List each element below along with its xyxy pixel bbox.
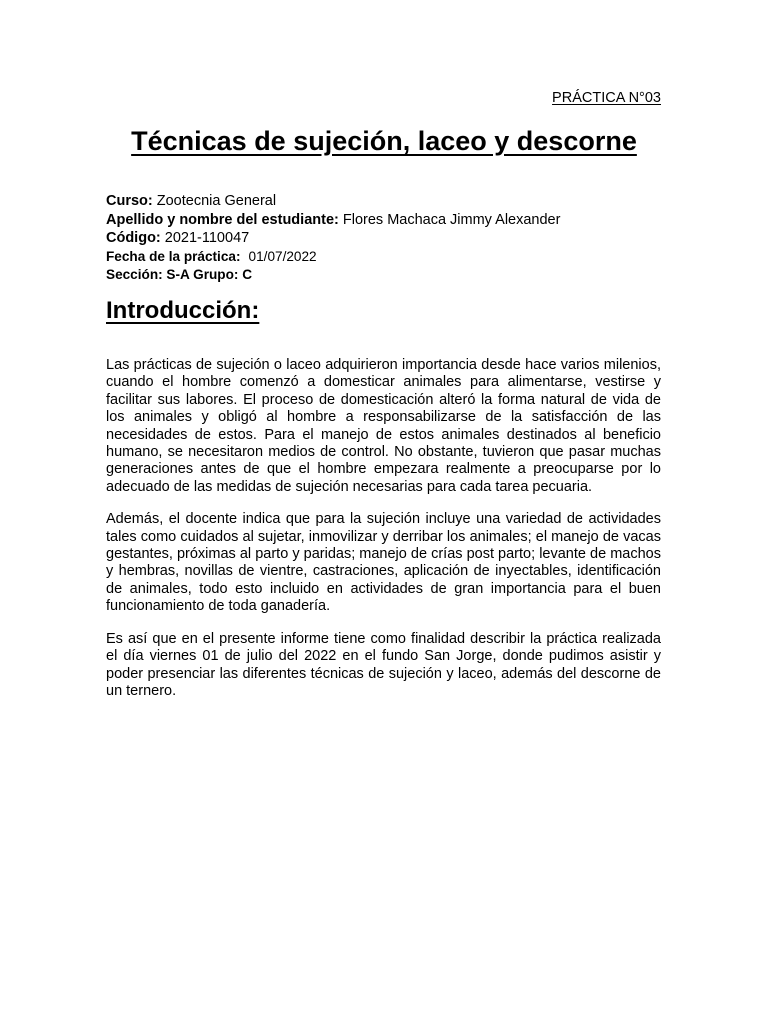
- student-row: [106, 211, 560, 230]
- intro-paragraph-1: Las prácticas de sujeción o laceo adquirieron importancia desde hace varios milenios, cuando el hombre comenzó a domesticar animales para alimentarse, vestirse y facilitar sus labores. El proceso de domesticación alteró la forma natural de vida de los animales y obligó al hombre a responsabilizarse de la satisfacción de las necesidades de estos. Para el manejo de estos animales destinados al beneficio humano, se necesitaron medios de control. No obstante, tuvieron que pasar muchas generaciones antes de que el hombre empezara realmente a preocuparse por lo adecuado de las medidas de sujeción necesarias para cada tarea pecuaria.: [106, 357, 661, 495]
- section-row: [106, 266, 560, 285]
- practice-number: PRÁCTICA N°03: [552, 90, 661, 106]
- introduction-heading: Introducción:: [106, 297, 260, 324]
- code-row: [106, 229, 560, 248]
- date-row: [106, 248, 560, 267]
- student-info-block: [106, 192, 560, 285]
- intro-paragraph-3: Es así que en el presente informe tiene como finalidad describir la práctica realizada el día viernes 01 de julio del 2022 en el fundo San Jorge, donde pudimos asistir y poder presenciar las diferentes técnicas de sujeción y laceo, además del descorne de un ternero.: [106, 630, 661, 699]
- course-row: [106, 192, 560, 211]
- code-value: 2021-110047: [164, 230, 250, 246]
- date-label: Fecha de la práctica:: [106, 248, 241, 264]
- intro-paragraph-2: Además, el docente indica que para la sujeción incluye una variedad de actividades tales como cuidados al sujetar, inmovilizar y derribar los animales; el manejo de vacas gestantes, próximas al parto y paridas; manejo de crías post parto; levante de machos y hembras, novillas de vientre, castraciones, aplicación de inyectables, identificación de animales, todo esto incluido en actividades de gran importancia para el buen funcionamiento de toda ganadería.: [106, 511, 661, 615]
- introduction-body: [106, 357, 661, 715]
- student-value: Flores Machaca Jimmy Alexander: [342, 211, 561, 228]
- section-label: Sección: S-A Grupo: C: [106, 267, 253, 282]
- course-label: Curso:: [106, 193, 153, 209]
- student-label: Apellido y nombre del estudiante:: [106, 211, 339, 228]
- document-title: Técnicas de sujeción, laceo y descorne: [131, 126, 637, 156]
- course-value: Zootecnia General: [156, 193, 277, 209]
- date-value: 01/07/2022: [248, 248, 317, 264]
- code-label: Código:: [106, 230, 161, 246]
